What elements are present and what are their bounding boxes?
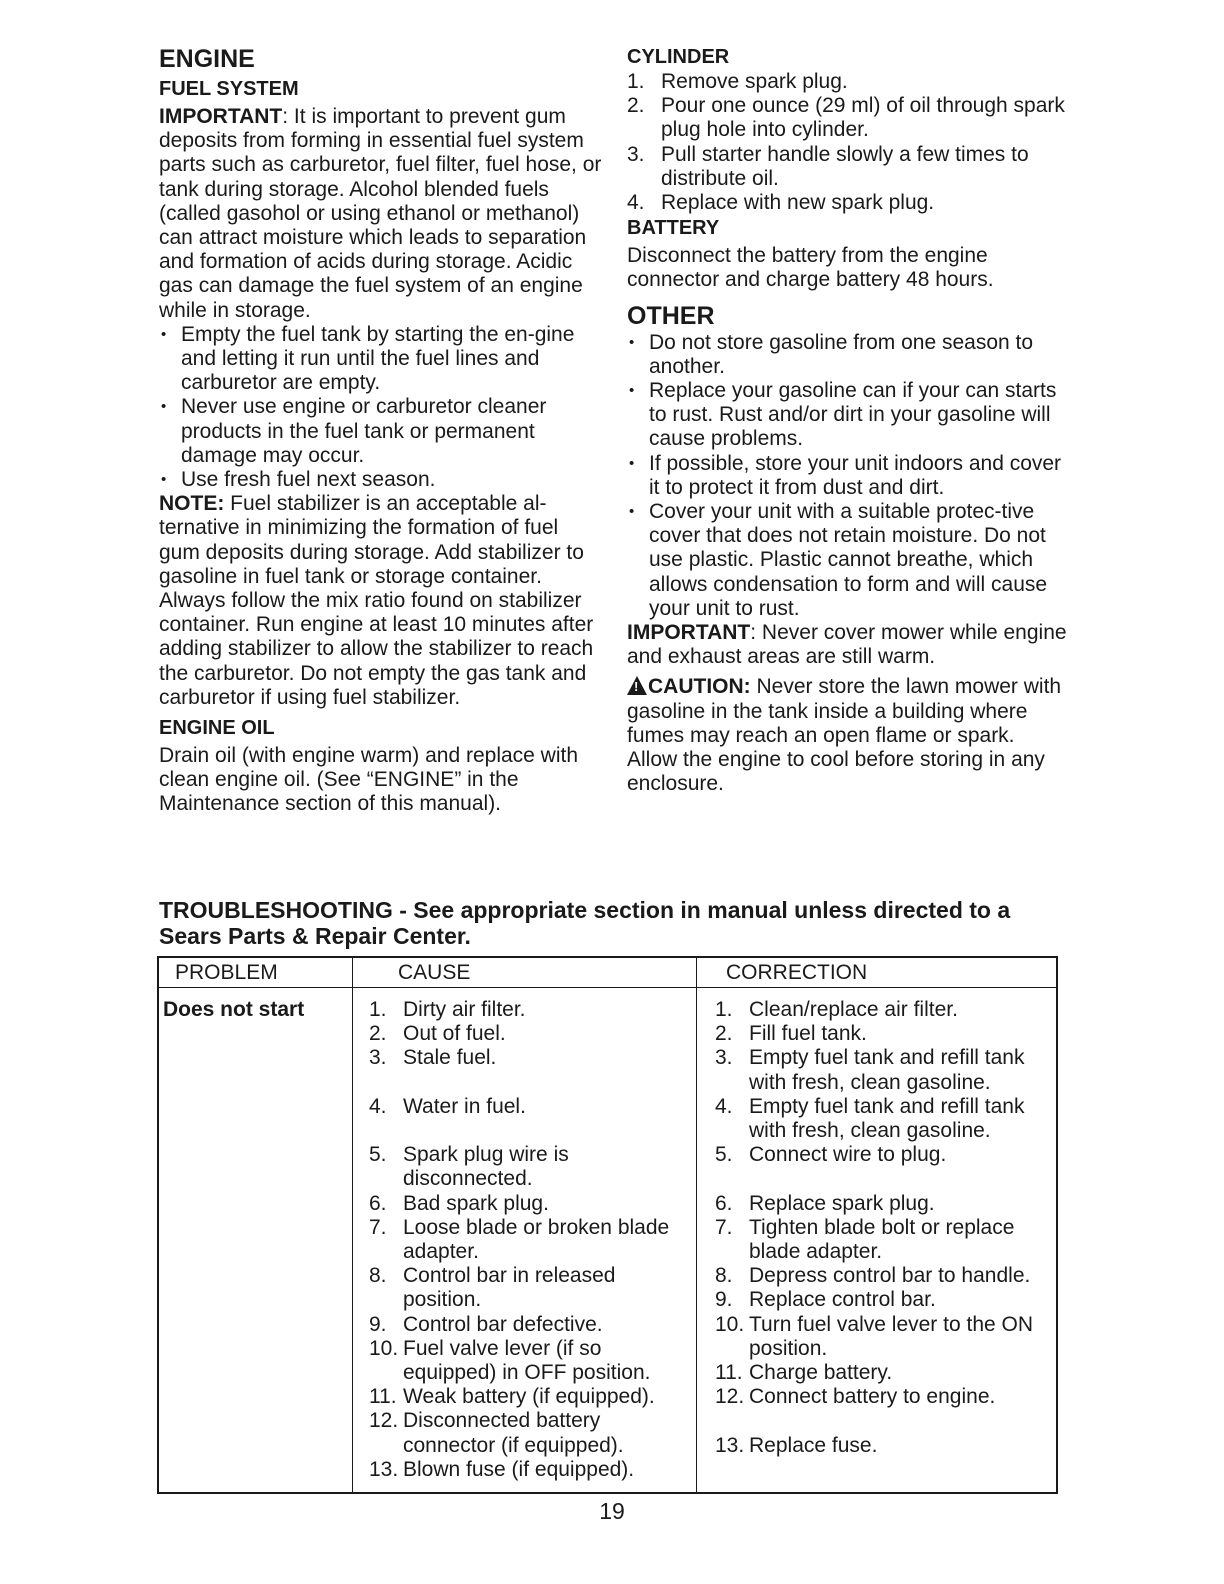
item-text: Dirty air filter. <box>403 998 526 1021</box>
item-number: 4. <box>369 1094 387 1118</box>
cause-list <box>369 998 694 1482</box>
correction-list <box>715 998 1055 1458</box>
other-heading: OTHER <box>627 301 715 330</box>
item-text: Weak battery (if equipped). <box>403 1385 655 1409</box>
list-item <box>715 1192 1055 1216</box>
item-number: 13. <box>369 1457 399 1481</box>
item-text: Empty fuel tank and refill tank with fresh, clean gasoline. <box>749 1046 1025 1094</box>
item-number: 10. <box>369 1336 399 1360</box>
step-number: 1. <box>627 70 645 93</box>
header-cause: CAUSE <box>398 961 471 984</box>
item-number: 12. <box>715 1385 745 1409</box>
list-item <box>627 94 1067 142</box>
list-item <box>369 1409 694 1457</box>
step-text: Replace with new spark plug. <box>661 191 935 215</box>
spacer <box>715 1167 1055 1191</box>
item-number: 3. <box>369 1046 387 1070</box>
important-label: IMPORTANT <box>627 621 751 645</box>
important-label: IMPORTANT <box>159 105 283 128</box>
item-text: Depress control bar to handle. <box>749 1264 1031 1288</box>
item-text: Replace spark plug. <box>749 1191 935 1215</box>
list-item <box>627 191 1067 215</box>
item-number: 11. <box>715 1361 743 1385</box>
step-number: 2. <box>627 94 645 118</box>
item-text: Fuel valve lever (if so equipped) in OFF position. <box>403 1336 651 1385</box>
spacer <box>369 1119 694 1143</box>
header-problem: PROBLEM <box>175 961 278 984</box>
list-item <box>369 1313 694 1337</box>
item-text: Replace control bar. <box>749 1288 936 1312</box>
list-item <box>715 1264 1055 1288</box>
column-divider <box>696 958 697 1492</box>
fuel-system-bullets <box>159 323 604 492</box>
list-item: • Replace your gasoline can if your can starts to rust. Rust and/or dirt in your gasoline will cause problems. <box>627 379 1067 452</box>
column-divider <box>352 958 353 1492</box>
left-column <box>159 44 604 817</box>
battery-text: Disconnect the battery from the engine connector and charge battery 48 hours. <box>627 244 994 292</box>
caution-label: CAUTION: <box>648 675 751 699</box>
page-number: 19 <box>599 1498 625 1524</box>
item-text: Blown fuse (if equipped). <box>403 1457 635 1481</box>
item-text: Water in fuel. <box>403 1094 526 1118</box>
step-number: 3. <box>627 142 645 166</box>
list-item <box>715 1434 1055 1458</box>
list-item: • If possible, store your unit indoors and cover it to protect it from dust and dirt. <box>627 452 1067 500</box>
list-item <box>715 1046 1055 1094</box>
item-text: Turn fuel valve lever to the ON position. <box>749 1312 1034 1360</box>
item-number: 9. <box>369 1312 387 1336</box>
other-important <box>627 621 1067 669</box>
other-bullets <box>627 331 1067 621</box>
item-number: 8. <box>715 1264 733 1288</box>
list-item <box>715 998 1055 1022</box>
spacer <box>369 1071 694 1095</box>
item-text: Control bar in released position. <box>403 1264 616 1312</box>
fuel-stabilizer-note <box>159 492 604 710</box>
item-number: 8. <box>369 1264 387 1288</box>
item-number: 1. <box>369 998 387 1021</box>
list-item <box>369 1143 694 1191</box>
item-text: Loose blade or broken blade adapter. <box>403 1215 670 1263</box>
item-number: 13. <box>715 1433 745 1457</box>
item-text: Connect battery to engine. <box>749 1385 996 1409</box>
item-text: Replace fuse. <box>749 1433 878 1457</box>
note-text: Fuel stabilizer is an acceptable al-ternative in minimizing the formation of fuel gum deposits during storage. Add stabilizer to gasoline in fuel tank or storage container. Always follow the mix ratio found on stabilizer container. Run engine at least 10 minutes after adding stabilizer to allow the stabilizer to reach the carburetor. Do not empty the gas tank and carburetor if using fuel stabilizer. <box>159 492 594 709</box>
item-text: Tighten blade bolt or replace blade adapter. <box>749 1215 1015 1264</box>
item-number: 7. <box>369 1215 387 1239</box>
list-item <box>715 1313 1055 1361</box>
item-number: 2. <box>369 1022 387 1046</box>
list-item <box>369 1192 694 1216</box>
item-number: 3. <box>715 1046 733 1070</box>
item-text: Connect wire to plug. <box>749 1143 947 1167</box>
item-number: 6. <box>369 1191 387 1215</box>
right-column <box>627 44 1067 796</box>
list-item <box>369 1264 694 1312</box>
problem-cell: Does not start <box>163 998 305 1021</box>
caution-text: Never store the lawn mower with gasoline in the tank inside a building where fumes may reach an open flame or spark. Allow the engine to cool before storing in any enclosure. <box>627 675 1062 796</box>
correction-cell <box>715 998 1055 1458</box>
item-number: 1. <box>715 998 733 1021</box>
item-number: 6. <box>715 1191 733 1215</box>
item-number: 5. <box>369 1143 387 1167</box>
engine-heading: ENGINE <box>159 45 255 73</box>
warning-triangle-icon <box>627 676 647 695</box>
note-label: NOTE: <box>159 492 225 516</box>
item-text: Spark plug wire is disconnected. <box>403 1143 569 1191</box>
troubleshooting-table <box>157 956 1058 1494</box>
caution-paragraph <box>627 675 1067 796</box>
list-item <box>369 1458 694 1482</box>
step-number: 4. <box>627 191 645 215</box>
item-text: Charge battery. <box>749 1361 893 1385</box>
item-number: 2. <box>715 1022 733 1046</box>
list-item <box>715 1022 1055 1046</box>
list-item <box>369 1216 694 1264</box>
spacer <box>715 1409 1055 1433</box>
item-text: Control bar defective. <box>403 1312 603 1336</box>
list-item: • Empty the fuel tank by starting the en-gine and letting it run until the fuel lines and carburetor are empty. <box>159 323 604 396</box>
list-item <box>369 998 694 1022</box>
item-text: Disconnected battery connector (if equipped). <box>403 1409 624 1457</box>
list-item <box>715 1385 1055 1409</box>
list-item <box>369 1046 694 1070</box>
list-item: • Never use engine or carburetor cleaner products in the fuel tank or permanent damage may occur. <box>159 395 604 468</box>
step-text: Remove spark plug. <box>661 70 848 93</box>
item-number: 4. <box>715 1094 733 1118</box>
item-number: 10. <box>715 1312 745 1336</box>
list-item <box>369 1022 694 1046</box>
list-item <box>369 1385 694 1409</box>
list-item: • Use fresh fuel next season. <box>159 468 604 492</box>
engine-oil-heading: ENGINE OIL <box>159 717 275 740</box>
list-item: • Do not store gasoline from one season to another. <box>627 331 1067 379</box>
important-text: : It is important to prevent gum deposits from forming in essential fuel system parts such as carburetor, fuel filter, fuel hose, or tank during storage. Alcohol blended fuels (called gasohol or using ethanol or methanol) can attract moisture which leads to separation and formation of acids during storage. Acidic gas can damage the fuel system of an engine while in storage. <box>159 105 602 322</box>
item-text: Clean/replace air filter. <box>749 998 958 1021</box>
list-item: • Cover your unit with a suitable protec-tive cover that does not retain moisture. Do not use plastic. Plastic cannot breathe, which allows condensation to form and will cause your unit to rust. <box>627 500 1067 621</box>
list-item <box>627 70 1067 94</box>
item-number: 5. <box>715 1143 733 1167</box>
list-item <box>715 1216 1055 1264</box>
item-text: Out of fuel. <box>403 1022 506 1046</box>
list-item <box>715 1095 1055 1143</box>
list-item <box>715 1288 1055 1312</box>
item-text: Fill fuel tank. <box>749 1022 867 1046</box>
fuel-system-heading: FUEL SYSTEM <box>159 78 299 100</box>
troubleshooting-title: TROUBLESHOOTING - See appropriate section in manual unless directed to a Sears Parts & Repair Center. <box>159 897 1011 949</box>
cause-cell <box>369 998 694 1482</box>
important-text: : Never cover mower while engine and exhaust areas are still warm. <box>627 621 1067 669</box>
item-number: 12. <box>369 1409 399 1433</box>
header-correction: CORRECTION <box>726 961 868 984</box>
item-number: 7. <box>715 1215 733 1239</box>
item-number: 9. <box>715 1288 733 1312</box>
cylinder-steps <box>627 70 1067 215</box>
fuel-system-important <box>159 105 604 323</box>
list-item <box>715 1143 1055 1167</box>
item-number: 11. <box>369 1385 397 1409</box>
header-divider <box>159 987 1056 988</box>
list-item <box>369 1095 694 1119</box>
list-item <box>715 1361 1055 1385</box>
list-item <box>369 1337 694 1385</box>
step-text: Pull starter handle slowly a few times to distribute oil. <box>661 142 1029 190</box>
cylinder-heading: CYLINDER <box>627 46 730 68</box>
item-text: Empty fuel tank and refill tank with fresh, clean gasoline. <box>749 1094 1025 1143</box>
item-text: Stale fuel. <box>403 1046 497 1070</box>
item-text: Bad spark plug. <box>403 1191 549 1215</box>
step-text: Pour one ounce (29 ml) of oil through spark plug hole into cylinder. <box>661 94 1065 142</box>
list-item <box>627 143 1067 191</box>
engine-oil-text: Drain oil (with engine warm) and replace with clean engine oil. (See “ENGINE” in the Maintenance section of this manual). <box>159 744 579 816</box>
battery-heading: BATTERY <box>627 217 720 240</box>
